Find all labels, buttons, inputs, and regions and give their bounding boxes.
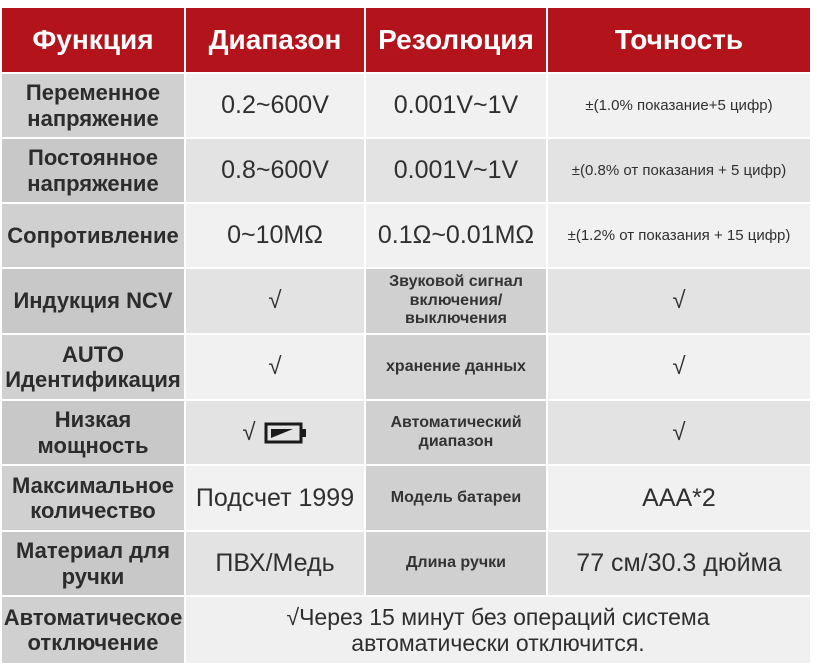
row-accuracy-resistance: ±(1.2% от показания + 15 цифр) <box>548 204 810 267</box>
row-feature-probe-length: Длина ручки <box>366 532 546 595</box>
row-label-ncv: Индукция NCV <box>2 269 184 333</box>
row-range-ncv: √ <box>186 269 364 333</box>
row-label-dc-voltage: Постоянное напряжение <box>2 139 184 202</box>
row-label-auto-identify: AUTO Идентификация <box>2 335 184 399</box>
row-label-probe-material: Материал для ручки <box>2 532 184 595</box>
row-range-low-power <box>186 401 364 464</box>
row-accuracy-ncv: √ <box>548 269 810 333</box>
row-label-max-count: Максимальное количество <box>2 466 184 530</box>
row-accuracy-ac-voltage: ±(1.0% показание+5 цифр) <box>548 74 810 137</box>
row-label-auto-off: Автоматическое отключение <box>2 597 184 663</box>
row-range-probe-material: ПВХ/Медь <box>186 532 364 595</box>
row-feature-battery-model: Модель батареи <box>366 466 546 530</box>
row-accuracy-low-power: √ <box>548 401 810 464</box>
row-accuracy-auto-identify: √ <box>548 335 810 399</box>
row-resolution-dc-voltage: 0.001V~1V <box>366 139 546 202</box>
auto-off-description: √Через 15 минут без операций система автоматически отключится. <box>186 597 810 663</box>
row-range-max-count: Подсчет 1999 <box>186 466 364 530</box>
row-range-dc-voltage: 0.8~600V <box>186 139 364 202</box>
header-function: Функция <box>2 8 184 72</box>
header-accuracy: Точность <box>548 8 810 72</box>
header-range: Диапазон <box>186 8 364 72</box>
row-accuracy-probe-length: 77 см/30.3 дюйма <box>548 532 810 595</box>
row-range-ac-voltage: 0.2~600V <box>186 74 364 137</box>
row-feature-auto-range: Автоматический диапазон <box>366 401 546 464</box>
row-range-resistance: 0~10MΩ <box>186 204 364 267</box>
row-accuracy-dc-voltage: ±(0.8% от показания + 5 цифр) <box>548 139 810 202</box>
row-feature-buzzer: Звуковой сигнал включения/ выключения <box>366 269 546 333</box>
row-label-resistance: Сопротивление <box>2 204 184 267</box>
row-label-low-power: Низкая мощность <box>2 401 184 464</box>
low-power-check: √ <box>242 418 256 446</box>
row-resolution-ac-voltage: 0.001V~1V <box>366 74 546 137</box>
row-accuracy-battery-model: AAA*2 <box>548 466 810 530</box>
row-label-ac-voltage: Переменное напряжение <box>2 74 184 137</box>
header-resolution: Резолюция <box>366 8 546 72</box>
row-resolution-resistance: 0.1Ω~0.01MΩ <box>366 204 546 267</box>
row-feature-data-hold: хранение данных <box>366 335 546 399</box>
row-range-auto-identify: √ <box>186 335 364 399</box>
battery-low-icon <box>264 421 308 445</box>
